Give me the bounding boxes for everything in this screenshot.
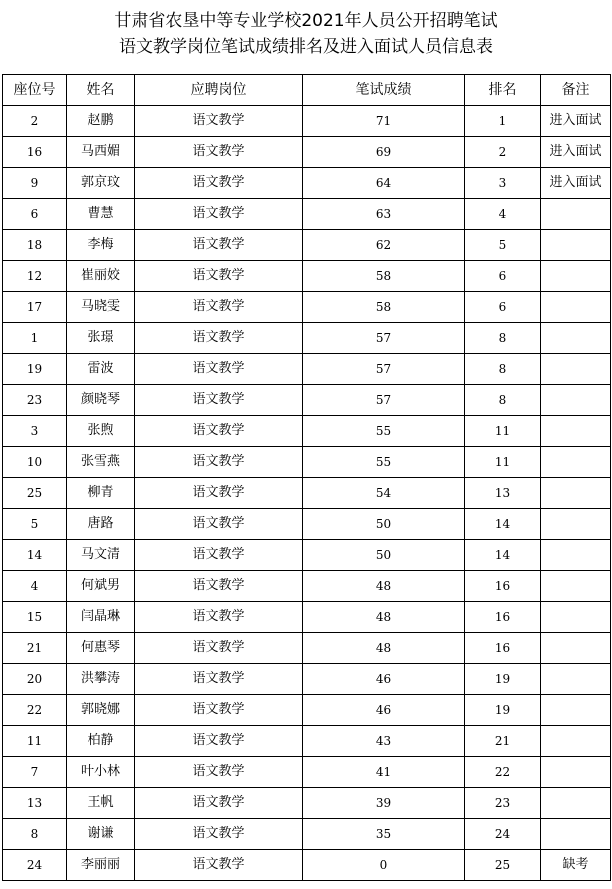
table-row: [3, 664, 611, 695]
header-row: [3, 75, 611, 106]
table-row: [3, 292, 611, 323]
seat-number-cell: 17: [3, 292, 67, 323]
name-cell: 李梅: [67, 230, 135, 261]
table-row: [3, 633, 611, 664]
name-cell: 张煦: [67, 416, 135, 447]
position-cell: 语文教学: [135, 757, 303, 788]
seat-number-cell: 22: [3, 695, 67, 726]
name-cell: 张雪燕: [67, 447, 135, 478]
remark-cell: [541, 540, 611, 571]
header-seat-number: 座位号: [3, 75, 67, 106]
remark-cell: [541, 478, 611, 509]
seat-number-cell: 7: [3, 757, 67, 788]
remark-cell: [541, 261, 611, 292]
table-row: [3, 757, 611, 788]
table-row: [3, 137, 611, 168]
remark-cell: 缺考: [541, 850, 611, 881]
table-row: [3, 106, 611, 137]
score-cell: 39: [303, 788, 465, 819]
position-cell: 语文教学: [135, 230, 303, 261]
name-cell: 洪攀涛: [67, 664, 135, 695]
table-row: [3, 540, 611, 571]
seat-number-cell: 2: [3, 106, 67, 137]
score-cell: 57: [303, 354, 465, 385]
score-cell: 50: [303, 540, 465, 571]
table-row: [3, 571, 611, 602]
rank-cell: 2: [465, 137, 541, 168]
table-row: [3, 819, 611, 850]
remark-cell: [541, 788, 611, 819]
rank-cell: 23: [465, 788, 541, 819]
score-cell: 55: [303, 447, 465, 478]
remark-cell: [541, 664, 611, 695]
name-cell: 何斌男: [67, 571, 135, 602]
table-row: [3, 168, 611, 199]
position-cell: 语文教学: [135, 540, 303, 571]
table-row: [3, 478, 611, 509]
seat-number-cell: 19: [3, 354, 67, 385]
position-cell: 语文教学: [135, 788, 303, 819]
remark-cell: [541, 354, 611, 385]
rank-cell: 25: [465, 850, 541, 881]
name-cell: 何惠琴: [67, 633, 135, 664]
name-cell: 马文清: [67, 540, 135, 571]
remark-cell: [541, 602, 611, 633]
table-row: [3, 602, 611, 633]
rank-cell: 22: [465, 757, 541, 788]
name-cell: 马西媚: [67, 137, 135, 168]
position-cell: 语文教学: [135, 478, 303, 509]
score-cell: 48: [303, 571, 465, 602]
score-cell: 71: [303, 106, 465, 137]
rank-cell: 19: [465, 695, 541, 726]
table-row: [3, 788, 611, 819]
score-cell: 57: [303, 385, 465, 416]
seat-number-cell: 5: [3, 509, 67, 540]
name-cell: 赵鹏: [67, 106, 135, 137]
score-cell: 62: [303, 230, 465, 261]
rank-cell: 8: [465, 354, 541, 385]
position-cell: 语文教学: [135, 571, 303, 602]
rank-cell: 6: [465, 261, 541, 292]
table-row: [3, 850, 611, 881]
rank-cell: 8: [465, 323, 541, 354]
remark-cell: [541, 447, 611, 478]
score-cell: 54: [303, 478, 465, 509]
seat-number-cell: 9: [3, 168, 67, 199]
header-position: 应聘岗位: [135, 75, 303, 106]
score-cell: 69: [303, 137, 465, 168]
position-cell: 语文教学: [135, 261, 303, 292]
position-cell: 语文教学: [135, 106, 303, 137]
rank-cell: 6: [465, 292, 541, 323]
score-cell: 46: [303, 664, 465, 695]
remark-cell: [541, 416, 611, 447]
seat-number-cell: 10: [3, 447, 67, 478]
remark-cell: [541, 292, 611, 323]
rank-cell: 13: [465, 478, 541, 509]
rank-cell: 11: [465, 416, 541, 447]
score-cell: 48: [303, 602, 465, 633]
remark-cell: [541, 819, 611, 850]
position-cell: 语文教学: [135, 385, 303, 416]
rank-cell: 21: [465, 726, 541, 757]
name-cell: 郭晓娜: [67, 695, 135, 726]
remark-cell: [541, 633, 611, 664]
header-score: 笔试成绩: [303, 75, 465, 106]
position-cell: 语文教学: [135, 633, 303, 664]
name-cell: 郭京玟: [67, 168, 135, 199]
position-cell: 语文教学: [135, 602, 303, 633]
header-rank: 排名: [465, 75, 541, 106]
remark-cell: [541, 385, 611, 416]
seat-number-cell: 24: [3, 850, 67, 881]
score-cell: 0: [303, 850, 465, 881]
name-cell: 叶小林: [67, 757, 135, 788]
seat-number-cell: 23: [3, 385, 67, 416]
seat-number-cell: 21: [3, 633, 67, 664]
table-row: [3, 199, 611, 230]
name-cell: 曹慧: [67, 199, 135, 230]
table-body: [3, 106, 611, 881]
position-cell: 语文教学: [135, 168, 303, 199]
position-cell: 语文教学: [135, 664, 303, 695]
name-cell: 柏静: [67, 726, 135, 757]
score-cell: 63: [303, 199, 465, 230]
remark-cell: [541, 726, 611, 757]
table-row: [3, 323, 611, 354]
position-cell: 语文教学: [135, 509, 303, 540]
position-cell: 语文教学: [135, 354, 303, 385]
seat-number-cell: 4: [3, 571, 67, 602]
table-row: [3, 261, 611, 292]
rank-cell: 16: [465, 571, 541, 602]
table-row: [3, 447, 611, 478]
name-cell: 唐路: [67, 509, 135, 540]
remark-cell: [541, 199, 611, 230]
name-cell: 马晓雯: [67, 292, 135, 323]
name-cell: 颜晓琴: [67, 385, 135, 416]
seat-number-cell: 25: [3, 478, 67, 509]
remark-cell: [541, 230, 611, 261]
table-row: [3, 385, 611, 416]
score-cell: 48: [303, 633, 465, 664]
seat-number-cell: 20: [3, 664, 67, 695]
rank-cell: 11: [465, 447, 541, 478]
table-row: [3, 230, 611, 261]
position-cell: 语文教学: [135, 850, 303, 881]
seat-number-cell: 12: [3, 261, 67, 292]
rank-cell: 14: [465, 540, 541, 571]
seat-number-cell: 15: [3, 602, 67, 633]
score-cell: 57: [303, 323, 465, 354]
remark-cell: [541, 695, 611, 726]
position-cell: 语文教学: [135, 323, 303, 354]
seat-number-cell: 16: [3, 137, 67, 168]
remark-cell: 进入面试: [541, 168, 611, 199]
name-cell: 崔丽姣: [67, 261, 135, 292]
seat-number-cell: 1: [3, 323, 67, 354]
position-cell: 语文教学: [135, 695, 303, 726]
score-cell: 41: [303, 757, 465, 788]
name-cell: 王帆: [67, 788, 135, 819]
seat-number-cell: 3: [3, 416, 67, 447]
rank-cell: 5: [465, 230, 541, 261]
position-cell: 语文教学: [135, 416, 303, 447]
header-remark: 备注: [541, 75, 611, 106]
score-cell: 35: [303, 819, 465, 850]
seat-number-cell: 6: [3, 199, 67, 230]
seat-number-cell: 14: [3, 540, 67, 571]
name-cell: 雷波: [67, 354, 135, 385]
rank-cell: 8: [465, 385, 541, 416]
position-cell: 语文教学: [135, 726, 303, 757]
rank-cell: 3: [465, 168, 541, 199]
document-title: [0, 8, 612, 68]
position-cell: 语文教学: [135, 137, 303, 168]
score-cell: 46: [303, 695, 465, 726]
seat-number-cell: 18: [3, 230, 67, 261]
rank-cell: 19: [465, 664, 541, 695]
score-cell: 50: [303, 509, 465, 540]
title-line-1: 甘肃省农垦中等专业学校2021年人员公开招聘笔试: [114, 11, 498, 31]
seat-number-cell: 11: [3, 726, 67, 757]
rank-cell: 16: [465, 633, 541, 664]
position-cell: 语文教学: [135, 199, 303, 230]
remark-cell: [541, 323, 611, 354]
remark-cell: [541, 509, 611, 540]
rank-cell: 14: [465, 509, 541, 540]
score-cell: 58: [303, 292, 465, 323]
name-cell: 柳青: [67, 478, 135, 509]
name-cell: 闫晶琳: [67, 602, 135, 633]
table-row: [3, 354, 611, 385]
score-cell: 55: [303, 416, 465, 447]
table-row: [3, 726, 611, 757]
rank-cell: 16: [465, 602, 541, 633]
results-table: [2, 74, 611, 881]
title-line-2: 语文教学岗位笔试成绩排名及进入面试人员信息表: [119, 37, 493, 57]
seat-number-cell: 8: [3, 819, 67, 850]
position-cell: 语文教学: [135, 819, 303, 850]
position-cell: 语文教学: [135, 447, 303, 478]
rank-cell: 24: [465, 819, 541, 850]
remark-cell: 进入面试: [541, 137, 611, 168]
name-cell: 谢谦: [67, 819, 135, 850]
remark-cell: [541, 571, 611, 602]
table-row: [3, 695, 611, 726]
header-name: 姓名: [67, 75, 135, 106]
rank-cell: 4: [465, 199, 541, 230]
position-cell: 语文教学: [135, 292, 303, 323]
remark-cell: 进入面试: [541, 106, 611, 137]
seat-number-cell: 13: [3, 788, 67, 819]
table-row: [3, 509, 611, 540]
rank-cell: 1: [465, 106, 541, 137]
score-cell: 58: [303, 261, 465, 292]
table-row: [3, 416, 611, 447]
name-cell: 李丽丽: [67, 850, 135, 881]
remark-cell: [541, 757, 611, 788]
name-cell: 张璟: [67, 323, 135, 354]
score-cell: 43: [303, 726, 465, 757]
score-cell: 64: [303, 168, 465, 199]
